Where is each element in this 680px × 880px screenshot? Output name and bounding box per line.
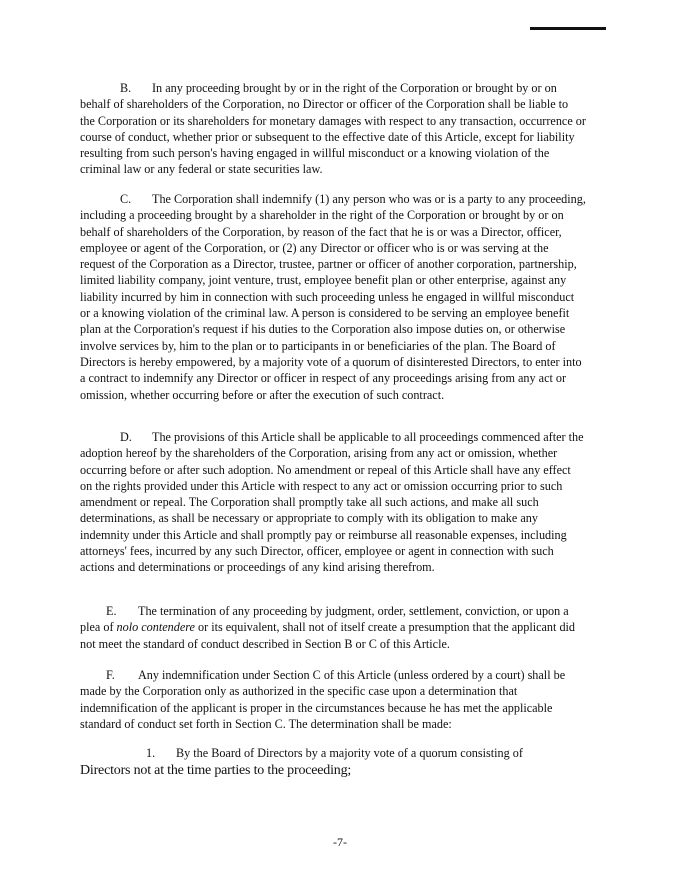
section-d-label: D. bbox=[120, 430, 132, 444]
section-c-label: C. bbox=[120, 192, 132, 206]
section-e-text-after: or its equivalent, shall not of itself create a presumption that the applicant did not meet the standard of conduct described in Section B or C of this Article. bbox=[80, 620, 576, 651]
section-c-text: The Corporation shall indemnify (1) any person who was or is a party to any proceeding, including a proceeding brought by a shareholder in the right of the Corporation or brought by or on behalf of shareholders of the Corporation, by reason of the fact that he is or was a Director, officer, employee or agent of the Corporation, or (2) any Director or officer who is or was serving at the request of the Corporation as a Director, trustee, partner or officer of another corporation, partnership, limited liability company, joint venture, trust, employee benefit plan or other enterprise, against any liability incurred by him in connection with such proceeding unless he engaged in willful misconduct or a knowing violation of the criminal law. A person is considered to be serving an employee benefit plan at the Corporation's request if his duties to the Corporation also impose duties on, or otherwise involve services by, him to the plan or to participants in or beneficiaries of the plan. The Board of Directors is hereby empowered, by a majority vote of a quorum of disinterested Directors, to enter into a contract to indemnify any Director or officer in respect of any proceedings arising from any act or omission, whether occurring before or after the execution of such contract. bbox=[80, 192, 586, 402]
section-f-label: F. bbox=[106, 668, 115, 682]
section-e-label: E. bbox=[106, 604, 117, 618]
section-f-item-1-text-start: By the Board of Directors by a majority vote of a quorum consisting of bbox=[176, 746, 523, 760]
section-f-item-1-label: 1. bbox=[146, 746, 156, 760]
section-d-text: The provisions of this Article shall be applicable to all proceedings commenced after the adoption hereof by the shareholders of the Corporation, arising from any act or omission, whether occurring before or after such adoption. No amendment or repeal of this Article shall have any effect on the rights provided under this Article with respect to any act or omission occurring prior to such amendment or repeal. The Corporation shall promptly take all such actions, and make all such determinations, as shall be necessary or appropriate to comply with its obligation to make any indemnity under this Article and shall promptly pay or reimburse all reasonable expenses, including attorneys' fees, incurred by any such Director, officer, employee or agent in connection with such actions and determinations or proceedings of any kind arising therefrom. bbox=[80, 430, 584, 575]
section-f-item-1-text-end: Directors not at the time parties to the proceeding; bbox=[80, 763, 352, 778]
section-f-text: Any indemnification under Section C of this Article (unless ordered by a court) shall be made by the Corporation only as authorized in the specific case upon a determination that indemnification of the applicant is proper in the circumstances because he has met the applicable standard of conduct set forth in Section C. The determination shall be made: bbox=[80, 668, 566, 731]
section-b-text: In any proceeding brought by or in the right of the Corporation or brought by or on behalf of shareholders of the Corporation, no Director or officer of the Corporation shall be liable to the Corporation or its shareholders for monetary damages with respect to any transaction, occurrence or course of conduct, whether prior or subsequent to the effective date of this Article, except for liability resulting from such person's having engaged in willful misconduct or a knowing violation of the criminal law or any federal or state securities law. bbox=[80, 81, 586, 177]
section-f bbox=[80, 667, 586, 732]
section-f-item-1 bbox=[80, 745, 586, 779]
page-number: -7- bbox=[333, 835, 347, 849]
section-e bbox=[80, 603, 586, 652]
section-d bbox=[80, 429, 586, 576]
section-e-text-before: The termination of any proceeding by judgment, order, settlement, conviction, or upon a plea of bbox=[80, 604, 569, 635]
section-b bbox=[80, 80, 586, 178]
section-e-italic-term: nolo contendere bbox=[116, 620, 195, 635]
section-b-label: B. bbox=[120, 81, 132, 95]
section-c bbox=[80, 191, 586, 403]
top-rule bbox=[530, 27, 606, 30]
